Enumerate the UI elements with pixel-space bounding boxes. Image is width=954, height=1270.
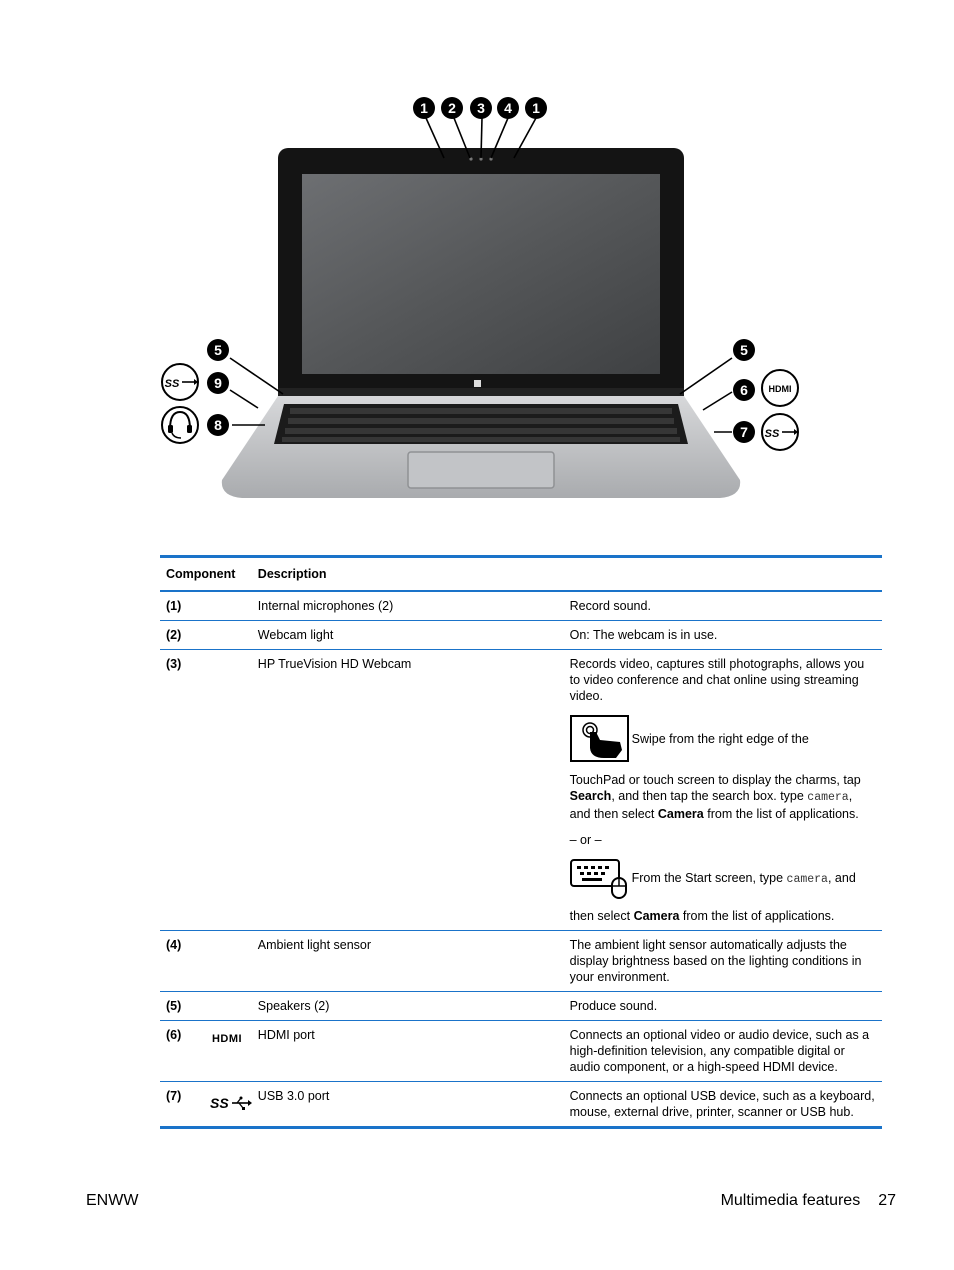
row-number: (1)	[166, 599, 182, 613]
component-description	[564, 650, 882, 931]
table-row	[160, 1021, 882, 1082]
laptop-base	[222, 388, 740, 498]
component-name: Speakers (2)	[257, 999, 330, 1013]
usb-superspeed-icon	[208, 1092, 252, 1114]
component-name: USB 3.0 port	[257, 1089, 330, 1103]
header-component: Component	[166, 567, 236, 581]
callout-7	[733, 421, 755, 443]
table-row	[160, 621, 882, 650]
touch-instruction: TouchPad or touch screen to display the charms, tap Search, and then tap the search box. type camera, and then select Camera from the list of applications.	[569, 773, 861, 821]
svg-text:5: 5	[214, 342, 222, 358]
component-name: HDMI port	[257, 1028, 315, 1042]
callout-4	[497, 97, 519, 119]
callout-1-right	[525, 97, 547, 119]
row-number: (3)	[166, 657, 182, 671]
svg-text:SS: SS	[764, 428, 780, 440]
svg-text:1: 1	[532, 100, 540, 116]
svg-text:HDMI: HDMI	[211, 1033, 242, 1045]
callout-2	[441, 97, 463, 119]
table-row	[160, 931, 882, 992]
table-header-row	[160, 557, 882, 592]
component-description: The ambient light sensor automatically adjusts the display brightness based on the lighting conditions in your environment.	[569, 938, 862, 984]
row-number: (6)	[166, 1028, 182, 1042]
footer-doc-code: ENWW	[86, 1192, 139, 1209]
callout-8	[207, 414, 229, 436]
table-row	[160, 650, 882, 931]
callout-5-right	[733, 339, 755, 361]
svg-text:8: 8	[214, 417, 222, 433]
component-name: Internal microphones (2)	[257, 599, 394, 613]
callout-6	[733, 379, 755, 401]
header-spacer	[564, 557, 882, 592]
svg-text:6: 6	[740, 382, 748, 398]
component-description: Record sound.	[569, 599, 651, 613]
or-separator: – or –	[569, 833, 602, 847]
callout-1-left	[413, 97, 435, 119]
keyboard-mouse-icon	[570, 858, 630, 900]
component-description: Connects an optional USB device, such as a keyboard, mouse, external drive, printer, scanner or USB hub.	[569, 1089, 875, 1119]
component-name: Webcam light	[257, 628, 334, 642]
usb-superspeed-icon	[762, 414, 798, 450]
svg-text:SS: SS	[209, 1095, 229, 1111]
svg-text:SS: SS	[164, 378, 180, 390]
touch-gesture-icon	[570, 714, 630, 764]
component-description: Connects an optional video or audio device, such as a high-definition television, any compatible digital or audio component, or a high-speed HDMI device.	[569, 1028, 870, 1074]
callout-9	[207, 372, 229, 394]
table-row	[160, 591, 882, 621]
table-row	[160, 1082, 882, 1128]
footer-page-info	[721, 1192, 896, 1210]
svg-text:9: 9	[214, 375, 222, 391]
svg-text:4: 4	[504, 100, 512, 116]
component-name: HP TrueVision HD Webcam	[257, 657, 412, 671]
header-description: Description	[257, 567, 327, 581]
component-name: Ambient light sensor	[257, 938, 372, 952]
svg-text:1: 1	[420, 100, 428, 116]
webcam-intro: Records video, captures still photographs, allows you to video conference and chat online using streaming video.	[569, 657, 865, 703]
component-description: On: The webcam is in use.	[569, 628, 718, 642]
usb-superspeed-icon	[162, 364, 198, 400]
keyboard-instruction: then select Camera from the list of applications.	[569, 909, 835, 923]
svg-text:3: 3	[477, 100, 485, 116]
svg-text:7: 7	[740, 424, 748, 440]
row-number: (7)	[166, 1089, 182, 1103]
component-description: Produce sound.	[569, 999, 658, 1013]
callout-3	[470, 97, 492, 119]
keyboard-lead-text: From the Start screen, type camera, and	[631, 871, 856, 886]
touch-lead-text: Swipe from the right edge of the	[631, 732, 809, 746]
laptop-illustration	[150, 88, 810, 508]
headset-icon	[162, 407, 198, 443]
row-number: (2)	[166, 628, 182, 642]
hdmi-icon	[762, 370, 798, 406]
svg-text:HDMI: HDMI	[768, 384, 792, 394]
hdmi-icon	[208, 1031, 246, 1045]
row-number: (4)	[166, 938, 182, 952]
table-row	[160, 992, 882, 1021]
keyboard-instruction-lead	[570, 858, 876, 900]
laptop-display	[278, 148, 684, 398]
callout-5-left	[207, 339, 229, 361]
touch-instruction-lead	[570, 714, 876, 764]
svg-text:2: 2	[448, 100, 456, 116]
svg-text:5: 5	[740, 342, 748, 358]
row-number: (5)	[166, 999, 182, 1013]
component-table	[160, 555, 882, 1129]
footer-page-number: 27	[878, 1192, 896, 1209]
footer-section-title: Multimedia features	[720, 1192, 861, 1209]
